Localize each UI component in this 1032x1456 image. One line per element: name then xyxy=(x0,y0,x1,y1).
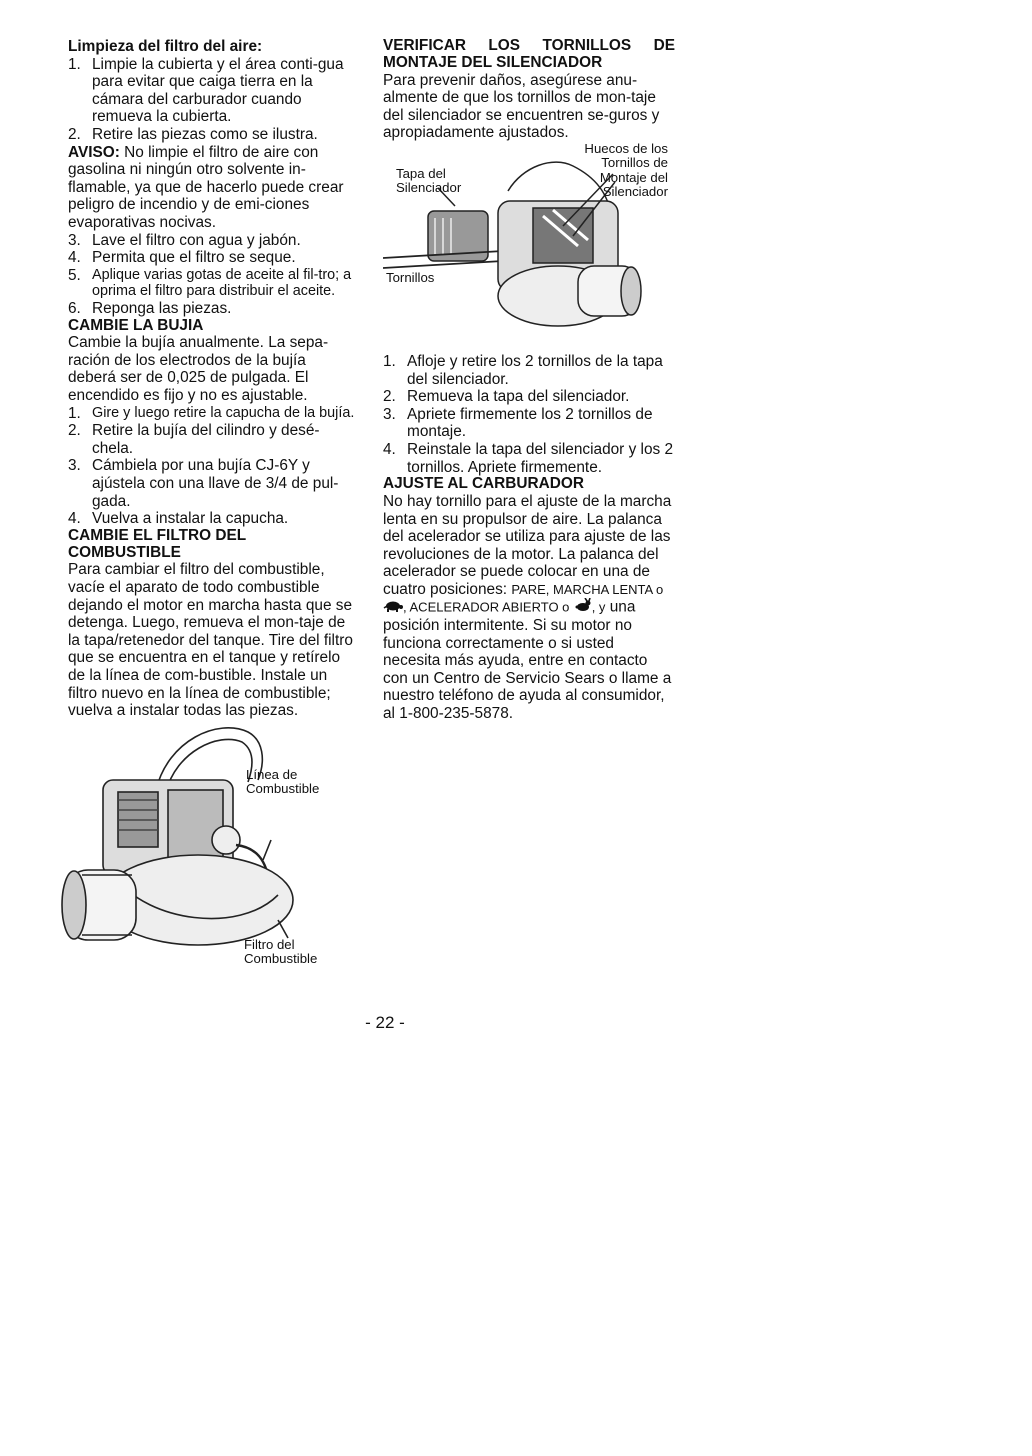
muffler-heading-1: VERIFICAR LOS TORNILLOS DE xyxy=(383,37,675,54)
list-item: 2. Retire la bujía del cilindro y desé-chela. xyxy=(68,422,320,457)
list-item: 4. Vuelva a instalar la capucha. xyxy=(68,510,289,528)
right-column xyxy=(383,38,675,723)
spark-plug-heading: CAMBIE LA BUJIA xyxy=(68,316,204,334)
fuel-filter-body: Para cambiar el filtro del combustible, vacíe el aparato de todo combustible dejando el motor en marcha hasta que se detenga. Luego, remueva el mon-taje de la tapa/retenedor del tanque. Tire del filtro que se encuentra en el tanque y retírelo de la línea de com-bustible. Instale un filtro nuevo en la línea de combustible; vuelva a instalar todas las piezas. xyxy=(68,561,353,720)
air-filter-heading: Limpieza del filtro del aire: xyxy=(68,38,263,55)
list-item: 5. Aplique varias gotas de aceite al fil-tro; a oprima el filtro para distribuir el aceite. xyxy=(68,266,352,300)
fuel-filter-figure xyxy=(68,730,358,985)
left-column xyxy=(68,38,358,985)
list-item: 4. Permita que el filtro se seque. xyxy=(68,249,296,267)
air-filter-steps-continued xyxy=(68,232,358,318)
rabbit-icon xyxy=(574,598,592,617)
list-item: 2. Remueva la tapa del silenciador. xyxy=(383,388,630,406)
fuel-filter-heading-2: COMBUSTIBLE xyxy=(68,543,181,561)
muffler-holes-label: Huecos de los Tornillos de Montaje del Silenciador xyxy=(584,140,668,200)
air-filter-steps xyxy=(68,56,358,144)
carburetor-body: No hay tornillo para el ajuste de la marcha lenta en su propulsor de aire. La palanca del acelerador se utiliza para ajuste de las revoluciones de la motor. La palanca del acelerador se puede colocar en una de cuatro posiciones: PARE, MARCHA LENTA o , ACELERADOR ABIERTO o , y una posición intermitente. Si su motor no funciona correctamente o si usted necesita más ayuda, entre en contacto con un Centro de Servicio Sears o llame a nuestro teléfono de ayuda al consumidor, al 1-800-235-5878. xyxy=(383,492,672,723)
list-item: 3. Cámbiela por una bujía CJ-6Y y ajústela con una llave de 3/4 de pul-gada. xyxy=(68,457,339,510)
muffler-cover-label: Tapa del Silenciador xyxy=(396,165,462,196)
fuel-filter-heading-1: CAMBIE EL FILTRO DEL xyxy=(68,526,247,544)
page-number: - 22 - xyxy=(365,1013,405,1032)
fuel-filter-label: Filtro del Combustible xyxy=(244,936,318,967)
list-item: 1. Afloje y retire los 2 tornillos de la tapa del silenciador. xyxy=(383,352,663,388)
turtle-icon xyxy=(383,599,403,617)
spark-plug-steps xyxy=(68,405,358,528)
list-item: 3. Lave el filtro con agua y jabón. xyxy=(68,231,301,249)
screws-label: Tornillos xyxy=(386,269,435,285)
list-item: 2. Retire las piezas como se ilustra. xyxy=(68,125,318,143)
list-item: 1. Limpie la cubierta y el área conti-gua para evitar que caiga tierra en la cámara del carburador cuando remueva la cubierta. xyxy=(68,55,344,126)
list-item: 1. Gire y luego retire la capucha de la bujía. xyxy=(68,404,355,422)
list-item: 4. Reinstale la tapa del silenciador y los 2 tornillos. Apriete firmemente. xyxy=(383,440,674,476)
muffler-heading-2: MONTAJE DEL SILENCIADOR xyxy=(383,53,603,71)
blower-fuel-line-illustration xyxy=(58,720,338,975)
list-item: 6. Reponga las piezas. xyxy=(68,299,232,317)
muffler-steps xyxy=(383,353,675,476)
muffler-intro: Para prevenir daños, asegúrese anu-almente de que los tornillos de mon-taje del silenciador se encuentren se-guros y apropiadamente ajustados. xyxy=(383,71,660,142)
warning-text: No limpie el filtro de aire con gasolina ni ningún otro solvente in-flamable, ya que de hacerlo puede crear peligro de incendio y de emi-ciones evaporativas nocivas. xyxy=(68,143,344,231)
carburetor-heading: AJUSTE AL CARBURADOR xyxy=(383,475,584,493)
muffler-figure xyxy=(383,140,675,351)
air-filter-warning xyxy=(68,144,358,232)
list-item: 3. Apriete firmemente los 2 tornillos de montaje. xyxy=(383,405,653,441)
fuel-line-label: Línea de Combustible xyxy=(246,766,320,797)
warning-label: AVISO: xyxy=(68,143,120,161)
spark-plug-intro: Cambie la bujía anualmente. La sepa-ración de los electrodos de la bujía deberá ser de 0,025 de pulgada. El encendido es fijo y no es ajustable. xyxy=(68,334,329,405)
